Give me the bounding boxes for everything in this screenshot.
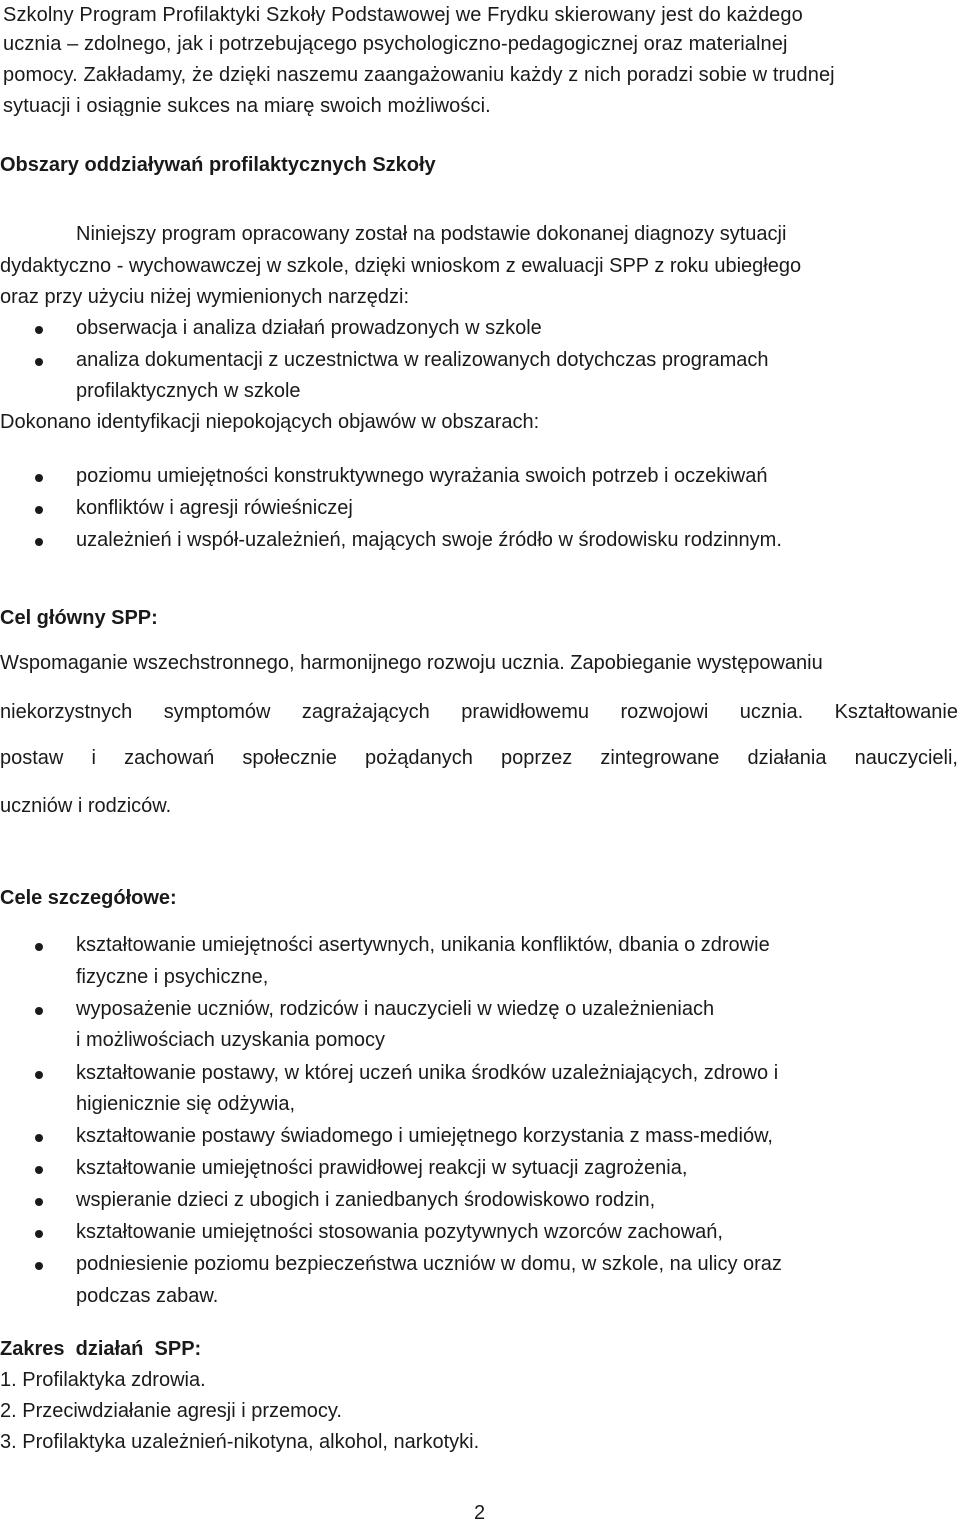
bullet-icon	[35, 474, 43, 482]
intro-line: sytuacji i osiągnie sukces na miarę swoich możliwości.	[3, 95, 491, 117]
scope-item: 1. Profilaktyka zdrowia.	[0, 1369, 206, 1391]
list-item-continuation: i możliwościach uzyskania pomocy	[76, 1029, 386, 1051]
section-heading-scope: Zakres działań SPP:	[0, 1338, 202, 1360]
bullet-icon	[35, 326, 43, 334]
bullet-icon	[35, 1230, 43, 1238]
list-item: wyposażenie uczniów, rodziców i nauczycieli w wiedzę o uzależnieniach	[76, 998, 715, 1020]
identification-text: Dokonano identyfikacji niepokojących objawów w obszarach:	[0, 411, 540, 433]
list-item: kształtowanie umiejętności stosowania pozytywnych wzorców zachowań,	[76, 1221, 723, 1243]
bullet-icon	[35, 1166, 43, 1174]
scope-item: 3. Profilaktyka uzależnień-nikotyna, alkohol, narkotyki.	[0, 1431, 480, 1453]
paragraph-line	[0, 701, 958, 724]
list-item-continuation: profilaktycznych w szkole	[76, 380, 301, 402]
list-item: podniesienie poziomu bezpieczeństwa uczniów w domu, w szkole, na ulicy oraz	[76, 1253, 782, 1275]
list-item: uzależnień i współ-uzależnień, mających swoje źródło w środowisku rodzinnym.	[76, 529, 782, 551]
bullet-icon	[35, 1198, 43, 1206]
intro-line: ucznia – zdolnego, jak i potrzebującego psychologiczno-pedagogicznej oraz materialnej	[3, 33, 788, 55]
bullet-icon	[35, 1007, 43, 1015]
paragraph-line: dydaktyczno - wychowawczej w szkole, dzięki wnioskom z ewaluacji SPP z roku ubiegłego	[0, 255, 802, 277]
list-item: kształtowanie umiejętności prawidłowej reakcji w sytuacji zagrożenia,	[76, 1157, 688, 1179]
list-item: poziomu umiejętności konstruktywnego wyrażania swoich potrzeb i oczekiwań	[76, 465, 768, 487]
section-heading-detailed-goals: Cele szczegółowe:	[0, 887, 177, 909]
list-item-continuation: podczas zabaw.	[76, 1285, 219, 1307]
paragraph-line: uczniów i rodziców.	[0, 795, 172, 817]
paragraph-line: Wspomaganie wszechstronnego, harmonijnego rozwoju ucznia. Zapobieganie występowaniu	[0, 652, 823, 674]
list-item: konfliktów i agresji rówieśniczej	[76, 497, 353, 519]
bullet-icon	[35, 1262, 43, 1270]
bullet-icon	[35, 506, 43, 514]
list-item: kształtowanie postawy świadomego i umiejętnego korzystania z mass-mediów,	[76, 1125, 773, 1147]
paragraph-line: Niniejszy program opracowany został na podstawie dokonanej diagnozy sytuacji	[76, 223, 787, 245]
justified-text: niekorzystnych symptomów zagrażających prawidłowemu rozwojowi ucznia. Kształtowanie	[0, 701, 958, 723]
section-heading-areas: Obszary oddziaływań profilaktycznych Szkoły	[0, 154, 436, 176]
intro-line: pomocy. Zakładamy, że dzięki naszemu zaangażowaniu każdy z nich poradzi sobie w trudnej	[3, 64, 835, 86]
bullet-icon	[35, 1134, 43, 1142]
paragraph-line	[0, 747, 958, 770]
bullet-icon	[35, 538, 43, 546]
list-item-continuation: higienicznie się odżywia,	[76, 1093, 296, 1115]
justified-text: postaw i zachowań społecznie pożądanych poprzez zintegrowane działania nauczycieli,	[0, 747, 958, 769]
bullet-icon	[35, 1071, 43, 1079]
scope-item: 2. Przeciwdziałanie agresji i przemocy.	[0, 1400, 342, 1422]
bullet-icon	[35, 358, 43, 366]
list-item: obserwacja i analiza działań prowadzonych w szkole	[76, 317, 542, 339]
list-item-continuation: fizyczne i psychiczne,	[76, 966, 269, 988]
list-item: kształtowanie postawy, w której uczeń unika środków uzależniających, zdrowo i	[76, 1062, 779, 1084]
bullet-icon	[35, 943, 43, 951]
list-item: analiza dokumentacji z uczestnictwa w realizowanych dotychczas programach	[76, 349, 769, 371]
list-item: wspieranie dzieci z ubogich i zaniedbanych środowiskowo rodzin,	[76, 1189, 656, 1211]
section-heading-main-goal: Cel główny SPP:	[0, 607, 158, 629]
paragraph-line: oraz przy użyciu niżej wymienionych narzędzi:	[0, 286, 410, 308]
intro-line: Szkolny Program Profilaktyki Szkoły Podstawowej we Frydku skierowany jest do każdego	[3, 4, 803, 26]
page-number: 2	[474, 1502, 486, 1524]
list-item: kształtowanie umiejętności asertywnych, unikania konfliktów, dbania o zdrowie	[76, 934, 770, 956]
